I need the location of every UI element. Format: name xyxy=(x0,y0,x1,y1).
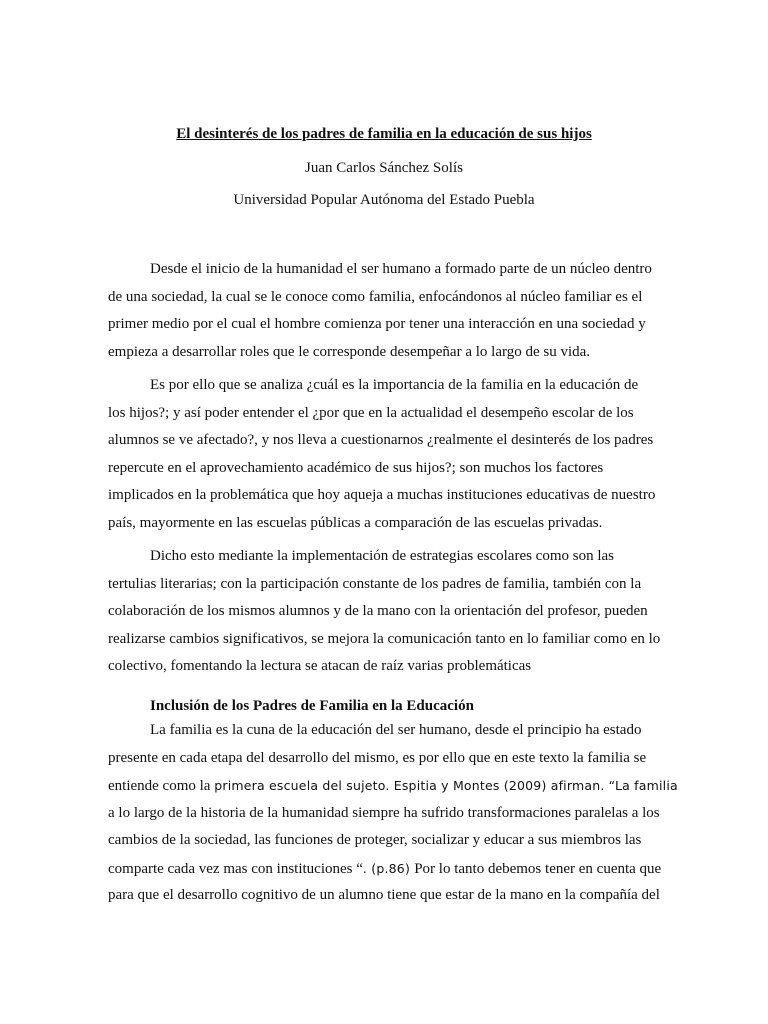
paragraph-line xyxy=(108,772,678,800)
paragraph-line-text: Por lo tanto debemos tener en cuenta que xyxy=(414,860,662,877)
paragraph-line-text: comparte cada vez mas con instituciones “ xyxy=(108,860,363,877)
paragraph-line: Es por ello que se analiza ¿cuál es la importancia de la familia en la educación de xyxy=(150,377,639,393)
paragraph-line: repercute en el aprovechamiento académico de sus hijos?; son muchos los factores xyxy=(108,459,604,476)
paragraph-line-text: entiende como la xyxy=(108,778,215,794)
paragraph-analysis xyxy=(108,372,663,537)
paragraph-line: Dicho esto mediante la implementación de estrategias escolares como son las xyxy=(150,548,615,564)
document-title-text: El desinterés de los padres de familia en la educación de sus hijos xyxy=(176,126,592,142)
paragraph-line: de una sociedad, la cual se le conoce como familia, enfocándonos al núcleo familiar es el xyxy=(108,288,643,305)
paragraph-line: país, mayormente en las escuelas públicas a comparación de las escuelas privadas. xyxy=(108,514,603,531)
citation-text: primera escuela del sujeto. Espitia y Montes (2009) afirman. “La familia xyxy=(214,778,678,793)
paragraph-line: Desde el inicio de la humanidad el ser humano a formado parte de un núcleo dentro xyxy=(150,261,652,277)
paragraph-line: a lo largo de la historia de la humanidad siempre ha sufrido transformaciones paralelas a los xyxy=(108,804,660,821)
paragraph-family-inclusion xyxy=(108,717,678,910)
paragraph-line: presente en cada etapa del desarrollo del mismo, es por ello que en este texto la familia se xyxy=(108,749,647,766)
paragraph-line: alumnos se ve afectado?, y nos lleva a cuestionarnos ¿realmente el desinterés de los padres xyxy=(108,432,654,448)
citation-page: . (p.86) xyxy=(362,860,415,876)
paragraph-line: para que el desarrollo cognitivo de un alumno tiene que estar de la mano en la compañía del xyxy=(108,887,660,903)
author-affiliation: Universidad Popular Autónoma del Estado Puebla xyxy=(233,192,535,208)
paragraph-line: La familia es la cuna de la educación del ser humano, desde el principio ha estado xyxy=(150,722,642,738)
paragraph-line xyxy=(108,855,663,883)
paragraph-line: realizarse cambios significativos, se mejora la comunicación tanto en lo familiar como en lo xyxy=(108,630,661,647)
paragraph-line: implicados en la problemática que hoy aqueja a muchas instituciones educativas de nuestro xyxy=(108,487,656,503)
paragraph-line: colectivo, fomentando la lectura se atacan de raíz varias problemáticas xyxy=(108,658,532,674)
paragraph-line: los hijos?; y así poder entender el ¿por que en la actualidad el desempeño escolar de los xyxy=(108,404,634,421)
paragraph-line: cambios de la sociedad, las funciones de proteger, socializar y educar a sus miembros las xyxy=(108,832,642,848)
paragraph-line: primer medio por el cual el hombre comienza por tener una interacción en una sociedad y xyxy=(108,316,646,332)
author-name: Juan Carlos Sánchez Solís xyxy=(305,160,463,176)
paragraph-line: tertulias literarias; con la participación constante de los padres de familia, también con la xyxy=(108,575,642,592)
paragraph-line: empieza a desarrollar roles que le corresponde desempeñar a lo largo de su vida. xyxy=(108,343,591,360)
paragraph-strategies xyxy=(108,543,663,681)
paragraph-intro xyxy=(108,256,663,366)
paragraph-line: colaboración de los mismos alumnos y de la mano con la orientación del profesor, pueden xyxy=(108,603,648,619)
document-title xyxy=(0,125,768,143)
section-heading: Inclusión de los Padres de Familia en la Educación xyxy=(150,698,474,714)
